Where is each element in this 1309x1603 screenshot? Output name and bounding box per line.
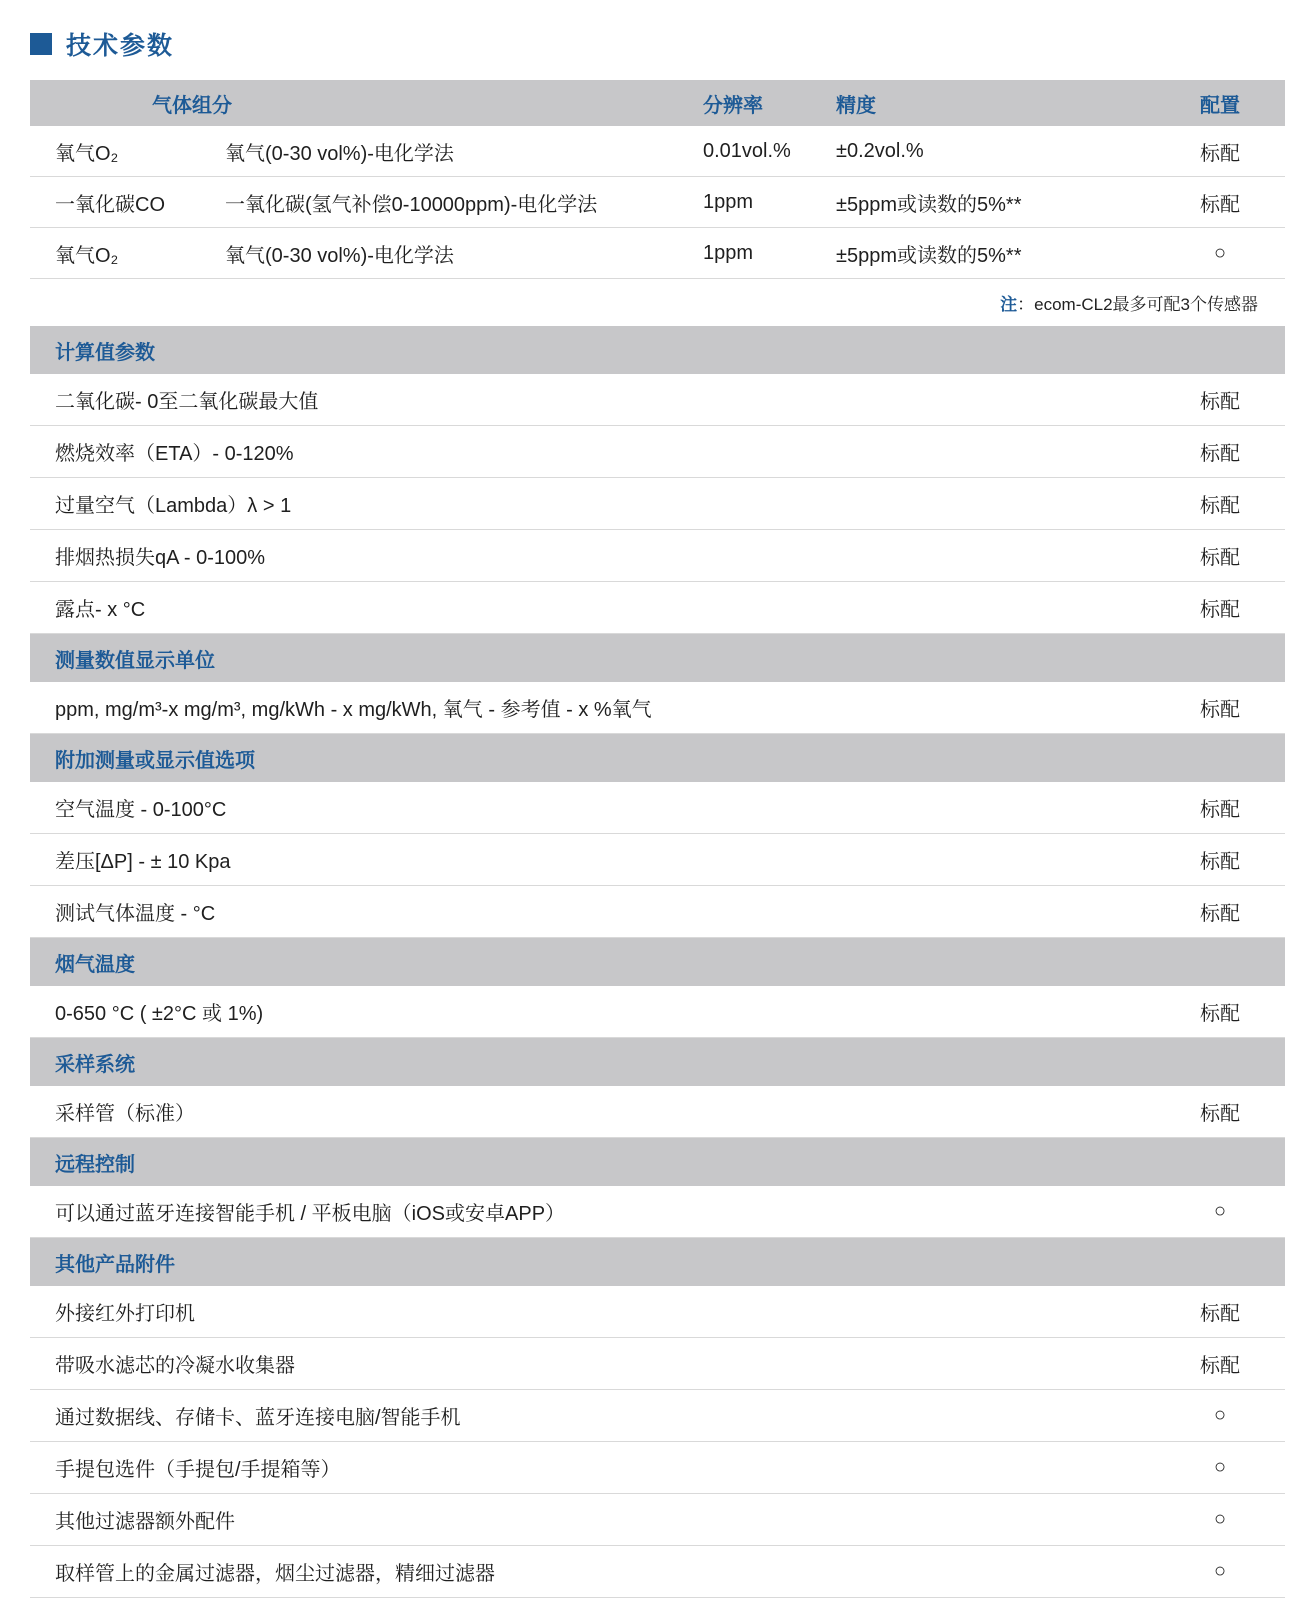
gas-table-header bbox=[30, 80, 1285, 126]
gas-name: 一氧化碳CO bbox=[55, 193, 165, 216]
gas-config: ○ bbox=[1213, 241, 1227, 264]
gas-accuracy: ±5ppm或读数的5%** bbox=[836, 244, 1022, 267]
gas-row-co bbox=[30, 177, 1285, 228]
spec-label: 带吸水滤芯的冷凝水收集器 bbox=[55, 1355, 295, 1377]
section-header-flue-gas-temperature bbox=[30, 938, 1285, 986]
gas-accuracy: ±5ppm或读数的5%** bbox=[836, 193, 1022, 216]
gas-row-o2-2 bbox=[30, 228, 1285, 279]
spec-row bbox=[30, 582, 1285, 634]
spec-label: 空气温度 - 0-100°C bbox=[55, 799, 227, 821]
spec-row bbox=[30, 782, 1285, 834]
spec-label: 外接红外打印机 bbox=[55, 1303, 195, 1325]
spec-label: 手提包选件（手提包/手提箱等） bbox=[55, 1459, 341, 1481]
spec-label: ppm, mg/m³-x mg/m³, mg/kWh - x mg/kWh, 氧气 - 参考值 - x %氧气 bbox=[55, 699, 652, 721]
gas-name: 氧气O₂ bbox=[55, 244, 119, 267]
spec-label: 取样管上的金属过滤器，烟尘过滤器，精细过滤器 bbox=[55, 1563, 495, 1585]
spec-label: 二氧化碳- 0至二氧化碳最大值 bbox=[55, 391, 319, 413]
spec-config: ○ bbox=[1213, 1200, 1227, 1222]
page-title: 技术参数 bbox=[66, 32, 175, 60]
note-text: ：ecom-CL2最多可配3个传感器 bbox=[1017, 295, 1258, 314]
section-header-display-units bbox=[30, 634, 1285, 682]
section-header-additional-options bbox=[30, 734, 1285, 782]
spec-config: 标配 bbox=[1200, 391, 1240, 413]
section-header-sampling-system bbox=[30, 1038, 1285, 1086]
spec-config: ○ bbox=[1213, 1404, 1227, 1426]
section-header-calculated-values bbox=[30, 326, 1285, 374]
note-label: 注 bbox=[1000, 295, 1018, 314]
spec-config: ○ bbox=[1213, 1560, 1227, 1582]
section-title: 远程控制 bbox=[55, 1153, 135, 1176]
gas-name: 氧气O₂ bbox=[55, 142, 119, 165]
section-title: 附加测量或显示值选项 bbox=[55, 749, 255, 772]
spec-row bbox=[30, 1338, 1285, 1390]
spec-label: 燃烧效率（ETA）- 0-120% bbox=[55, 443, 294, 465]
section-title: 烟气温度 bbox=[55, 953, 135, 976]
section-header-remote-control bbox=[30, 1138, 1285, 1186]
spec-row bbox=[30, 1494, 1285, 1546]
spec-label: 可以通过蓝牙连接智能手机 / 平板电脑（iOS或安卓APP） bbox=[55, 1203, 566, 1225]
spec-label: 露点- x °C bbox=[55, 599, 146, 621]
page-title-block bbox=[30, 28, 1285, 60]
gas-desc: 一氧化碳(氢气补偿0-10000ppm)-电化学法 bbox=[225, 193, 598, 216]
section-title: 计算值参数 bbox=[55, 341, 155, 364]
gas-desc: 氧气(0-30 vol%)-电化学法 bbox=[225, 142, 454, 165]
spec-row bbox=[30, 1390, 1285, 1442]
spec-config: 标配 bbox=[1200, 799, 1240, 821]
note-row bbox=[30, 279, 1285, 326]
spec-config: 标配 bbox=[1200, 1355, 1240, 1377]
spec-row bbox=[30, 374, 1285, 426]
spec-row bbox=[30, 1086, 1285, 1138]
col-header-accuracy: 精度 bbox=[836, 94, 876, 117]
spec-label: 差压[ΔP] - ± 10 Kpa bbox=[55, 851, 231, 873]
spec-label: 测试气体温度 - °C bbox=[55, 903, 216, 925]
spec-row bbox=[30, 530, 1285, 582]
spec-config: 标配 bbox=[1200, 495, 1240, 517]
spec-config: 标配 bbox=[1200, 851, 1240, 873]
spec-table bbox=[30, 80, 1285, 1598]
gas-resolution: 1ppm bbox=[703, 241, 754, 264]
section-title: 其他产品附件 bbox=[55, 1253, 175, 1276]
spec-row bbox=[30, 1186, 1285, 1238]
spec-row bbox=[30, 986, 1285, 1038]
section-title: 采样系统 bbox=[55, 1053, 135, 1076]
spec-row bbox=[30, 886, 1285, 938]
col-header-gas-component: 气体组分 bbox=[152, 94, 232, 117]
spec-config: 标配 bbox=[1200, 547, 1240, 569]
spec-config: 标配 bbox=[1200, 699, 1240, 721]
spec-config: 标配 bbox=[1200, 1003, 1240, 1025]
spec-config: 标配 bbox=[1200, 443, 1240, 465]
gas-resolution: 1ppm bbox=[703, 190, 754, 213]
gas-config: 标配 bbox=[1200, 193, 1240, 216]
spec-row bbox=[30, 426, 1285, 478]
spec-config: 标配 bbox=[1200, 903, 1240, 925]
spec-config: 标配 bbox=[1200, 599, 1240, 621]
section-title: 测量数值显示单位 bbox=[55, 649, 215, 672]
spec-label: 采样管（标准） bbox=[55, 1103, 195, 1125]
spec-row bbox=[30, 834, 1285, 886]
spec-label: 其他过滤器额外配件 bbox=[55, 1511, 235, 1533]
spec-config: 标配 bbox=[1200, 1303, 1240, 1325]
spec-row bbox=[30, 1442, 1285, 1494]
gas-resolution: 0.01vol.% bbox=[703, 139, 791, 162]
spec-config: ○ bbox=[1213, 1456, 1227, 1478]
spec-label: 排烟热损失qA - 0-100% bbox=[55, 547, 266, 569]
spec-label: 过量空气（Lambda）λ > 1 bbox=[55, 495, 292, 517]
section-header-other-accessories bbox=[30, 1238, 1285, 1286]
spec-row bbox=[30, 682, 1285, 734]
spec-label: 通过数据线、存储卡、蓝牙连接电脑/智能手机 bbox=[55, 1407, 461, 1429]
spec-row bbox=[30, 1286, 1285, 1338]
gas-row-o2-1 bbox=[30, 126, 1285, 177]
gas-accuracy: ±0.2vol.% bbox=[836, 139, 924, 162]
title-square-icon bbox=[30, 33, 52, 55]
gas-config: 标配 bbox=[1200, 142, 1240, 165]
spec-label: 0-650 °C ( ±2°C 或 1%) bbox=[55, 1003, 264, 1025]
col-header-config: 配置 bbox=[1200, 94, 1240, 117]
col-header-resolution: 分辨率 bbox=[703, 94, 763, 117]
spec-config: 标配 bbox=[1200, 1103, 1240, 1125]
spec-row bbox=[30, 1546, 1285, 1598]
spec-row bbox=[30, 478, 1285, 530]
spec-config: ○ bbox=[1213, 1508, 1227, 1530]
gas-desc: 氧气(0-30 vol%)-电化学法 bbox=[225, 244, 454, 267]
